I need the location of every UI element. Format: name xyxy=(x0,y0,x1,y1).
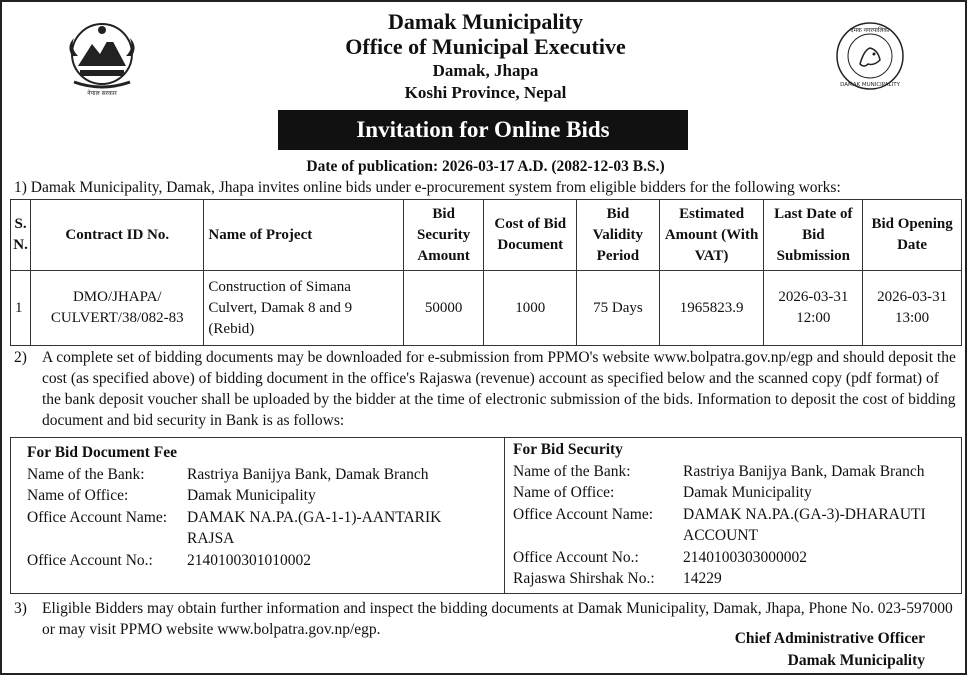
doc-fee-label: Office Account No.: xyxy=(27,551,153,569)
doc-fee-value: Rastriya Banijya Bank, Damak Branch xyxy=(187,465,429,483)
doc-fee-row xyxy=(27,550,497,572)
signature-office: Damak Municipality xyxy=(787,652,925,669)
province-line: Koshi Province, Nepal xyxy=(404,83,567,102)
seal-bottom-text: DAMAK MUNICIPALITY xyxy=(840,82,900,88)
security-label: Office Account No.: xyxy=(513,548,639,566)
security-row xyxy=(513,504,953,547)
seal-top-text: दमक नगरपालिका xyxy=(850,27,890,34)
paragraph-2-number: 2) xyxy=(14,349,27,366)
bank-details-box xyxy=(10,437,962,594)
col-bid-security: Bid Security Amount xyxy=(403,200,484,271)
paragraph-3-text: Eligible Bidders may obtain further information and inspect the bidding documents at Damak Municipality, Damak, Jhapa, Phone No. 023-597000 or may visit PPMO website www.bolpatra.gov.np/egp. xyxy=(42,600,953,638)
paragraph-3-number: 3) xyxy=(14,600,27,617)
table-header-row xyxy=(11,200,962,271)
col-validity: Bid Validity Period xyxy=(577,200,660,271)
municipality-name: Damak Municipality xyxy=(388,9,583,34)
security-value: 14229 xyxy=(683,570,722,587)
cell-contract-id: DMO/JHAPA/ CULVERT/38/082-83 xyxy=(31,271,204,346)
doc-fee-label: Name of the Bank: xyxy=(27,465,145,483)
paragraph-2 xyxy=(14,347,960,431)
security-label: Rajaswa Shirshak No.: xyxy=(513,570,655,587)
office-name: Office of Municipal Executive xyxy=(345,34,626,59)
security-label: Name of the Bank: xyxy=(513,462,631,480)
security-label: Office Account Name: xyxy=(513,505,654,523)
security-heading: For Bid Security xyxy=(513,441,623,458)
cell-project: Construction of Simana Culvert, Damak 8 and 9 (Rebid) xyxy=(204,271,403,346)
security-label: Name of Office: xyxy=(513,484,615,501)
security-value: Rastriya Banijya Bank, Damak Branch xyxy=(683,462,925,480)
cell-validity: 75 Days xyxy=(577,271,660,346)
doc-fee-value: DAMAK NA.PA.(GA-1-1)-AANTARIK RAJSA xyxy=(187,508,442,547)
emblem-caption: नेपाल सरकार xyxy=(87,90,117,96)
doc-fee-value: 2140100301010002 xyxy=(187,551,311,569)
security-row xyxy=(513,461,953,483)
security-row xyxy=(513,568,953,590)
security-value: 2140100303000002 xyxy=(683,548,807,566)
col-project: Name of Project xyxy=(204,200,403,271)
security-value: Damak Municipality xyxy=(683,484,812,501)
cell-bid-security: 50000 xyxy=(403,271,484,346)
col-last-date: Last Date of Bid Submission xyxy=(764,200,863,271)
doc-fee-value: Damak Municipality xyxy=(187,487,316,504)
bank-divider xyxy=(504,438,505,593)
cell-last-date: 2026-03-31 12:00 xyxy=(764,271,863,346)
cell-opening-date: 2026-03-31 13:00 xyxy=(863,271,962,346)
col-contract-id: Contract ID No. xyxy=(31,200,204,271)
doc-fee-label: Office Account Name: xyxy=(27,508,168,526)
security-row xyxy=(513,547,953,569)
notice-title: Invitation for Online Bids xyxy=(278,110,688,150)
signature-title: Chief Administrative Officer xyxy=(734,630,925,647)
doc-fee-label: Name of Office: xyxy=(27,487,129,504)
doc-fee-row xyxy=(27,485,497,507)
cell-estimated: 1965823.9 xyxy=(659,271,764,346)
bids-table xyxy=(10,199,962,346)
cell-sn: 1 xyxy=(11,271,31,346)
doc-fee-row xyxy=(27,464,497,486)
letterhead xyxy=(2,10,969,104)
table-row xyxy=(11,271,962,346)
cell-doc-cost: 1000 xyxy=(484,271,577,346)
security-value: DAMAK NA.PA.(GA-3)-DHARAUTI ACCOUNT xyxy=(683,505,926,544)
publication-date: Date of publication: 2026-03-17 A.D. (2082-12-03 B.S.) xyxy=(306,158,665,175)
doc-fee-row xyxy=(27,507,497,550)
doc-fee-heading: For Bid Document Fee xyxy=(27,444,177,461)
intro-paragraph: 1) Damak Municipality, Damak, Jhapa invites online bids under e-procurement system from eligible bidders for the following works: xyxy=(14,179,841,196)
paragraph-2-text: A complete set of bidding documents may be downloaded for e-submission from PPMO's website www.bolpatra.gov.np/egp and should deposit the cost (as specified above) of bidding document in the office's Rajaswa (revenue) account as specified below and the scanned copy (pdf format) of the bank deposit voucher shall be uploaded by the bidder at the time of electronic submission of the bids. Information to deposit the cost of bidding document and bid security in Bank is as follows: xyxy=(42,349,956,429)
col-opening-date: Bid Opening Date xyxy=(863,200,962,271)
doc-fee-section xyxy=(27,442,497,571)
col-doc-cost: Cost of Bid Document xyxy=(484,200,577,271)
col-estimated: Estimated Amount (With VAT) xyxy=(659,200,764,271)
security-row xyxy=(513,482,953,504)
col-sn: S. N. xyxy=(11,200,31,271)
security-section xyxy=(513,439,953,590)
address-line: Damak, Jhapa xyxy=(432,61,539,80)
